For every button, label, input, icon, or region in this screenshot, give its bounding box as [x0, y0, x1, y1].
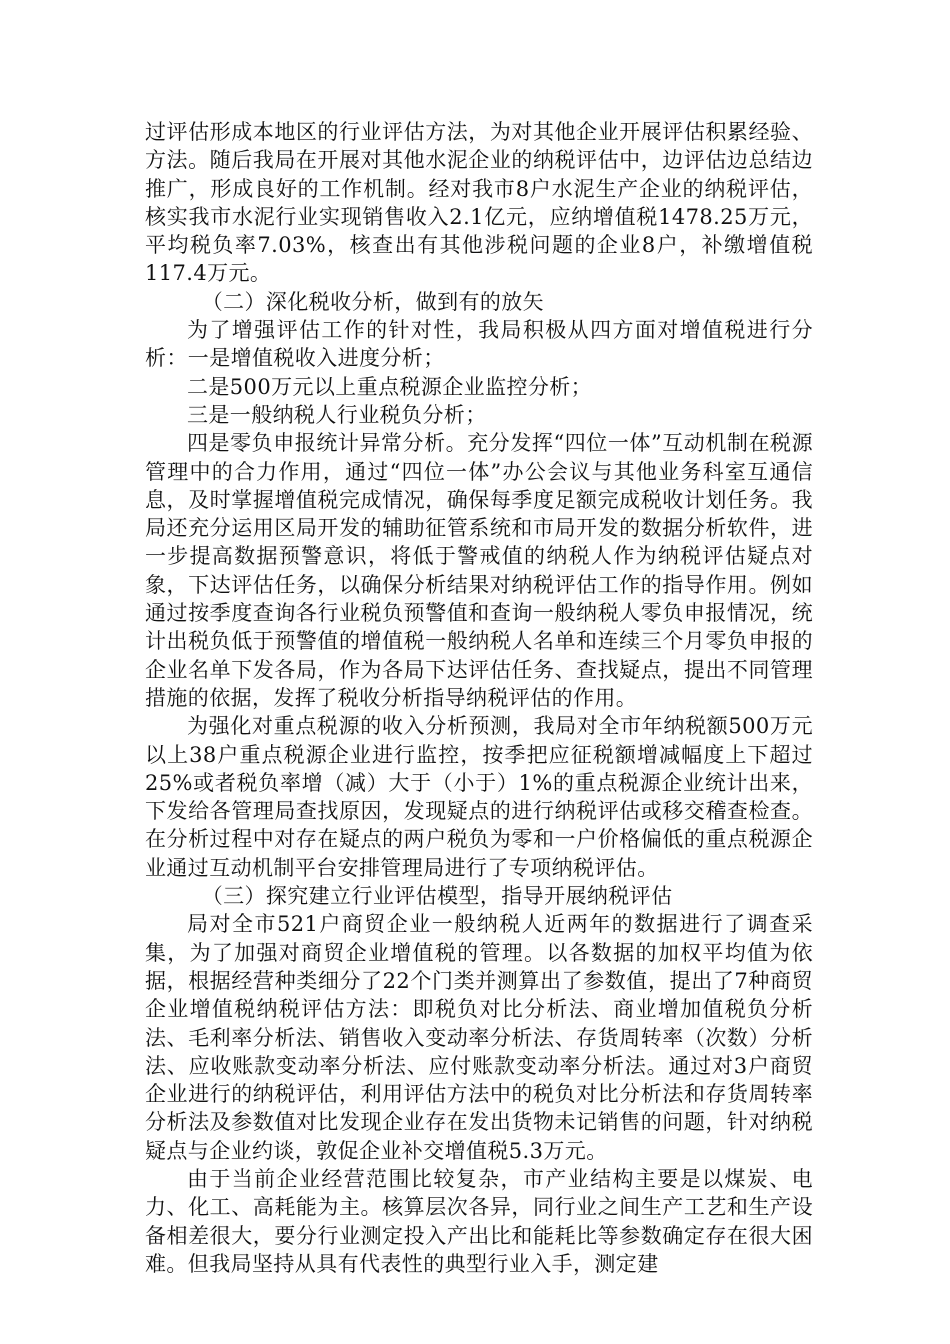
paragraph-industry-structure: 由于当前企业经营范围比较复杂，市产业结构主要是以煤炭、电力、化工、高耗能为主。核算层次各异，同行业之间生产工艺和生产设备相差很大，要分行业测定投入产出比和能耗比等参数确定存在很大困难。但我局坚持从具有代表性的典型行业入手，测定建 — [145, 1166, 813, 1276]
section-heading-industry-model: （三）探究建立行业评估模型，指导开展纳税评估 — [201, 884, 673, 909]
paragraph-key-source-monitoring: 二是500万元以上重点税源企业监控分析； — [187, 374, 593, 399]
paragraph-commerce-enterprises: 局对全市521户商贸企业一般纳税人近两年的数据进行了调查采集，为了加强对商贸企业增值税的管理。以各数据的加权平均值为依据，根据经营种类细分了22个门类并测算出了参数值，提出了7种商贸企业增值税纳税评估方法：即税负对比分析法、商业增加值税负分析法、毛利率分析法、销售收入变动率分析法、存货周转率（次数）分析法、应收账款变动率分析法、应付账款变动率分析法。通过对3户商贸企业进行的纳税评估，利用评估方法中的税负对比分析法和存货周转率分析法及参数值对比发现企业存在发出货物未记销售的问题，针对纳税疑点与企业约谈，敦促企业补交增值税5.3万元。 — [145, 912, 813, 1163]
document-body — [145, 118, 813, 1278]
paragraph-zero-negative-filing: 四是零负申报统计异常分析。充分发挥“四位一体”互动机制在税源管理中的合力作用，通过“四位一体”办公会议与其他业务科室互通信息，及时掌握增值税完成情况，确保每季度足额完成税收计划任务。我局还充分运用区局开发的辅助征管系统和市局开发的数据分析软件，进一步提高数据预警意识，将低于警戒值的纳税人作为纳税评估疑点对象，下达评估任务，以确保分析结果对纳税评估工作的指导作用。例如通过按季度查询各行业税负预警值和查询一般纳税人零负申报情况，统计出税负低于预警值的增值税一般纳税人名单和连续三个月零负申报的企业名单下发各局，作为各局下达评估任务、查找疑点，提出不同管理措施的依据，发挥了税收分析指导纳税评估的作用。 — [145, 431, 813, 710]
paragraph-four-analyses-intro: 为了增强评估工作的针对性，我局积极从四方面对增值税进行分析：一是增值税收入进度分析； — [145, 318, 813, 371]
paragraph-valuation-summary: 过评估形成本地区的行业评估方法，为对其他企业开展评估积累经验、方法。随后我局在开展对其他水泥企业的纳税评估中，边评估边总结边推广，形成良好的工作机制。经对我市8户水泥生产企业的纳税评估，核实我市水泥行业实现销售收入2.1亿元，应纳增值税1478.25万元，平均税负率7.03%，核查出有其他涉税问题的企业8户，补缴增值税117.4万元。 — [145, 120, 813, 286]
paragraph-key-source-forecast: 为强化对重点税源的收入分析预测，我局对全市年纳税额500万元以上38户重点税源企业进行监控，按季把应征税额增减幅度上下超过25%或者税负率增（减）大于（小于）1%的重点税源企业统计出来，下发给各管理局查找原因，发现疑点的进行纳税评估或移交稽查检查。在分析过程中对存在疑点的两户税负为零和一户价格偏低的重点税源企业通过互动机制平台安排管理局进行了专项纳税评估。 — [145, 714, 813, 880]
paragraph-industry-tax-burden: 三是一般纳税人行业税负分析； — [187, 402, 487, 427]
section-heading-tax-analysis: （二）深化税收分析，做到有的放矢 — [201, 289, 545, 314]
